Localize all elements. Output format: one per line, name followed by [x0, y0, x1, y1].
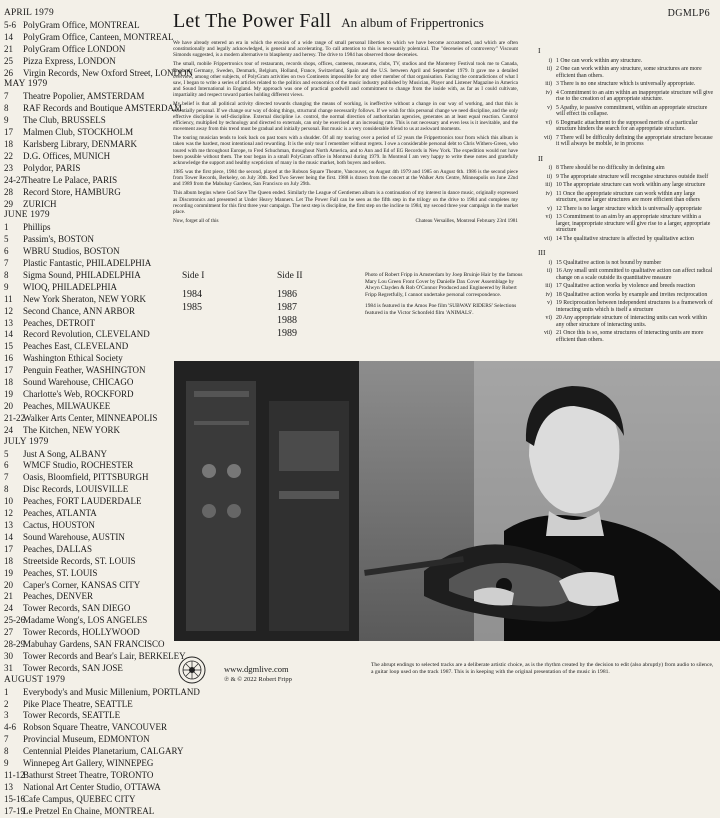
tour-venue: Peaches, MILWAUKEE	[23, 400, 111, 411]
tour-venue: D.G. Offices, MUNICH	[23, 150, 111, 161]
tour-date: 24	[4, 603, 13, 614]
tour-venue: WBRU Studios, BOSTON	[23, 246, 120, 257]
tour-date: 5	[4, 234, 9, 245]
tour-date: 21-22	[4, 412, 25, 423]
aphorism-item	[538, 105, 716, 118]
footer	[174, 644, 720, 705]
credits	[365, 272, 525, 322]
tour-date-row	[4, 127, 169, 139]
tour-venue: Malmen Club, STOCKHOLM	[23, 127, 134, 138]
tour-venue: Cactus, HOUSTON	[23, 519, 95, 530]
tour-venue: New York Sheraton, NEW YORK	[23, 293, 146, 304]
liner-paragraph: 1985 was the first piece, 1984 the second, played at the Robson Square Theatre, Vancouver, on August 4th 1979 and 1985 on August 6th. 1986 is the second piece from Tower Records, Berkeley, on July 30th. Red Two Seveer being the first. 1988 is drawn from the concert at the Walker Arts Centre, Minneapolis on June 22nd and 1989 from the Mabuhay Gardens, San Francisco on July 29th.	[173, 168, 518, 188]
tour-date: 20	[4, 400, 13, 411]
tour-date-row	[4, 306, 169, 318]
aphorism-item	[538, 120, 716, 133]
track: 1987	[277, 302, 297, 313]
tour-venue: Theatre Le Palace, PARIS	[23, 174, 118, 185]
aphorism-numeral: ii)	[546, 66, 552, 72]
tour-venue: Peaches, FORT LAUDERDALE	[23, 496, 142, 507]
aphorism-text: 20 Any appropriate structure of interacting units can work within any other structure of interacting units.	[556, 315, 707, 328]
tour-date-row	[4, 746, 184, 758]
tour-date: 12	[4, 305, 13, 316]
aphorism-text: 16 Any small unit committed to qualitative action can affect radical change on a scale outside its quantitative measure	[556, 268, 713, 281]
tour-date: 17-19	[4, 805, 25, 816]
copyright: ℗ & © 2022 Robert Fripp	[224, 676, 292, 683]
aphorism-text: 19 Reciprocation between independent structures is a framework of interacting units which is itself a structure	[556, 300, 713, 313]
tour-venue: Robson Square Theatre, VANCOUVER	[23, 722, 167, 733]
website-link[interactable]: www.dgmlive.com	[224, 664, 289, 674]
aphorism-item	[538, 165, 716, 172]
tour-date-row	[4, 686, 200, 699]
aphorism-item	[538, 214, 716, 234]
tour-date: 23	[4, 162, 13, 173]
tour-date-row	[4, 722, 169, 734]
track: 1984	[182, 289, 202, 300]
tour-date: 9	[4, 115, 9, 126]
tour-date: 25-26	[4, 615, 25, 626]
aphorism-text: 17 Qualitative action works by violence and breeds reaction	[556, 283, 696, 289]
aphorism-numeral: iv)	[545, 190, 552, 197]
tour-date: 14	[4, 329, 13, 340]
tour-date: 15	[4, 341, 13, 352]
tour-date: 19	[4, 567, 13, 578]
tour-date-row	[4, 31, 174, 44]
tour-date-row	[4, 484, 169, 496]
tour-date-row	[4, 544, 169, 556]
tour-venue: Charlotte's Web, ROCKFORD	[23, 389, 134, 399]
tour-month-heading: JULY 1979	[4, 436, 49, 447]
tour-date: 13	[4, 781, 13, 792]
aphorism-numeral: v)	[547, 104, 552, 111]
tour-date-row	[4, 568, 169, 580]
tour-venue: PolyGram Office, MONTREAL	[23, 19, 140, 30]
aphorism-text: 7 There will be difficulty defining the appropriate structure because it will always be mobile, ie in process	[556, 134, 713, 147]
aphorism-item	[538, 174, 716, 181]
aphorism-section-heading: II	[538, 153, 543, 163]
album-subtitle: An album of Frippertronics	[341, 15, 484, 30]
tour-date: 2	[4, 698, 9, 709]
header	[173, 10, 484, 33]
aphorism-item	[538, 191, 716, 204]
tour-date: 18	[4, 555, 13, 566]
tour-date-row	[4, 341, 169, 353]
tour-venue: Peaches, DETROIT	[23, 317, 95, 328]
tour-date: 7	[4, 258, 9, 269]
tour-date-row	[4, 187, 169, 199]
aphorism-numeral: i)	[548, 259, 552, 266]
aphorism-numeral: iii)	[545, 81, 552, 87]
liner-paragraph: This album begins where God Save The Queen ended. Similarly the League of Gentlemen album is a continuation of my interest in dance music, originally expressed as Discotronics and presented at Under Heavy Manners. Let The Power Fall can be seen as the fifth step in the trilogy on the drive to 1984 and completes my recording commitment for this first three year campaign. The next step is discipline, the first step on the incline to 1984, my second three year campaign in the market place.	[173, 190, 518, 215]
tour-venue: WIOQ, PHILADELPHIA	[23, 281, 117, 292]
tour-venue: Oasis, Bloomfield, PITTSBURGH	[23, 472, 149, 483]
tour-date: 5-6	[4, 19, 16, 30]
tour-date-row	[4, 175, 169, 187]
tour-date-row	[4, 650, 186, 663]
tour-venue: Centennial Pleides Planetarium, CALGARY	[23, 746, 184, 757]
aphorism-numeral: v)	[547, 300, 552, 306]
aphorism-text: 6 Dogmatic attachment to the supposed merits of a particular structure hinders the search for an appropriate structure.	[556, 119, 698, 132]
tour-date-row	[4, 318, 169, 330]
tour-venue: Polydor, PARIS	[23, 162, 81, 173]
side-label: Side I	[182, 271, 205, 281]
tour-date: 1	[4, 686, 9, 697]
tour-venue: Streetside Records, ST. LOUIS	[23, 555, 136, 566]
aphorism-item	[538, 330, 716, 343]
tour-venue: Peaches, ST. LOUIS	[23, 567, 98, 578]
tour-venue: Pizza Express, LONDON	[23, 55, 116, 66]
tour-date: 14	[4, 531, 13, 542]
tour-date-row	[4, 151, 169, 163]
aphorism-item	[538, 268, 716, 281]
tour-date-row	[4, 734, 169, 746]
aphorism-item	[538, 283, 716, 290]
tour-date-row	[4, 758, 169, 770]
tour-venue: Tower Records and Bear's Lair, BERKELEY	[23, 650, 186, 661]
aphorism-text: 4 Commitment to an aim within an inappropriate structure will give rise to the creation of an appropriate structure.	[556, 89, 714, 102]
tour-month-heading: AUGUST 1979	[4, 674, 66, 685]
aphorism-item	[538, 236, 716, 243]
aphorism-text: 9 The appropriate structure will recognise structures outside itself	[556, 173, 709, 180]
aphorism-text: 11 Once the appropriate structure can work within any large structure, some larger structures are more efficient than others	[556, 190, 700, 203]
tour-date: 8	[4, 746, 9, 757]
liner-paragraph: We have already entered an era in which the erosion of a wide range of small personal liberties to which we have become accustomed, and which are often constitutionally and legally acknowledged, is general and accelerating. To call attention to this is necessarily polemical. The "deceneies of controversy" Viscount Simonds suggested, is a modern alternative to blasphemy and heresy. The drive to 1984 has observed those deceneies.	[173, 40, 518, 59]
tour-venue: Bathurst Street Theatre, TORONTO	[23, 770, 154, 780]
tour-date-row	[4, 663, 169, 675]
aphorism-item	[538, 206, 716, 213]
photo-illustration	[174, 361, 720, 641]
tour-date: 15-16	[4, 793, 25, 804]
tour-date: 17	[4, 365, 13, 376]
tour-date: 21	[4, 591, 13, 602]
track: 1988	[277, 315, 297, 326]
tour-venue: Theatre Popolier, AMSTERDAM	[23, 91, 145, 102]
aphorism-text: 12 There is no larger structure which is universally appropriate	[556, 205, 702, 212]
tour-venue: Peaches, ATLANTA	[23, 508, 97, 519]
aphorism-item	[538, 81, 716, 88]
tour-venue: Walker Arts Center, MINNEAPOLIS	[23, 412, 158, 423]
tour-date: 28	[4, 186, 13, 197]
tour-venue: National Art Center Studio, OTTAWA	[23, 781, 161, 792]
tour-venue: The Club, BRUSSELS	[23, 115, 106, 126]
tour-date: 7	[4, 91, 9, 102]
tour-venue: Passim's, BOSTON	[23, 234, 94, 245]
aphorism-numeral: vii)	[543, 134, 552, 141]
tour-date: 26	[4, 67, 13, 78]
aphorism-item	[538, 58, 716, 65]
tour-venue: Provincial Museum, EDMONTON	[23, 734, 150, 745]
tour-date: 8	[4, 103, 9, 114]
tour-venue: Caper's Corner, KANSAS CITY	[23, 579, 141, 590]
tour-date: 9	[4, 758, 9, 769]
tour-venue: Everybody's and Music Millenium, PORTLAND	[23, 686, 200, 697]
aphorism-numeral: i)	[548, 57, 552, 64]
tour-venue: Disc Records, LOUISVILLE	[23, 484, 129, 495]
aphorism-text: 8 There should be no difficulty in defining aim	[556, 165, 665, 171]
aphorism-text: 10 The appropriate structure can work within any large structure	[556, 182, 706, 188]
liner-paragraph: The small, mobile Frippertronics tour of restaurants, records shops, offices, canteens, museums, clubs, TV, studios and the Monterey Festival took me to Canada, England, Germany, Sweden, Denmark, Belgium, Holland, France, Switzerland, Spain and the U.S. between April and September 1979. It gave me a detailed overview, among other subjects, of PolyGram activities on two Continents impossible for any other member of that organisation. Facing the contradictions of what I saw, I began to write a series of articles related to the politics and economics of the music industry published by Musician, Player and Listener Magazine in America and Sound International in England. My approach was one of practical goodwill and commitment to change from the inside with, as far as I could cultivate, impartiality and respect toward parties holding different views.	[173, 61, 518, 99]
aphorism-numeral: vi)	[545, 214, 552, 220]
aphorism-text: 13 Commitment to an aim by an appropriate structure within a larger, inappropriate structure will give rise to a larger, appropriate structure	[556, 214, 711, 233]
tour-date: 17	[4, 127, 13, 138]
tour-date-row	[4, 222, 169, 234]
tour-date-row	[4, 234, 169, 246]
tour-date: 25	[4, 55, 13, 66]
tour-date: 7	[4, 472, 9, 483]
aphorism-numeral: vi)	[545, 315, 552, 321]
editing-note: The abrupt endings to selected tracks are a deliberate artistic choice, as is the rhythm created by the decision to edit (also abruptly) from audio to silence, a guitar loop used on the track 1987. This is in keeping with the original presentation of the music in 1981.	[371, 662, 714, 675]
credits-paragraph: 1984 is featured in the Amos Poe film 'SUBWAY RIDERS' Selections featured in the Victor Schonfeld film 'ANIMALS'.	[365, 303, 517, 316]
tour-date: 13	[4, 317, 13, 328]
tour-date-row	[4, 794, 169, 806]
tour-date-row	[4, 627, 169, 639]
liner-notes	[173, 40, 518, 224]
tour-date-row	[4, 258, 169, 270]
tour-date-row	[4, 472, 169, 484]
tour-venue: Mabuhay Gardens, SAN FRANCISCO	[23, 639, 165, 650]
tour-date-row	[4, 20, 169, 32]
tour-date-row	[4, 496, 169, 508]
tour-date-row	[4, 44, 169, 56]
tour-date-row	[4, 401, 169, 413]
tour-venue: Cafe Campus, QUEBEC CITY	[23, 793, 136, 804]
aphorism-numeral: vi)	[545, 119, 552, 126]
tour-date: 8	[4, 269, 9, 280]
tour-date-row	[4, 377, 169, 389]
tour-date-row	[4, 163, 169, 175]
tour-date: 21	[4, 43, 13, 54]
tour-date: 27	[4, 627, 13, 638]
aphorism-text: 15 Qualitative action is not bound by number	[556, 259, 662, 266]
tour-date: 9	[4, 281, 9, 292]
tour-date-row	[4, 413, 169, 425]
tour-venue: Pike Place Theatre, SEATTLE	[23, 698, 133, 709]
tour-date: 14	[4, 31, 13, 42]
signoff: Now, forget all of this	[173, 218, 219, 225]
credits-paragraph: Photo of Robert Fripp in Amsterdam by Joep Bruinje Hair by the famous Mary Lou Green Front Cover by Danielle Dax Cover Assemblage by Alwyn Clayden & Rob O'Connor Produced and Engineered by Robert Fripp Regretfully, I cannot undertake personal correspondence.	[365, 272, 523, 298]
aphorism-item	[538, 182, 716, 189]
aphorism-text: 2 One can work within any structure, some structures are more efficient than others.	[556, 66, 702, 79]
tour-venue: Le Pretzel En Chaine, MONTREAL	[23, 805, 155, 816]
tour-venue: Second Chance, ANN ARBOR	[23, 305, 135, 316]
tour-date: 28-29	[4, 639, 25, 650]
signoff-line	[173, 218, 518, 224]
tour-date: 4-6	[4, 722, 16, 733]
tour-venue: Just A Song, ALBANY	[23, 448, 108, 459]
aphorism-numeral: iii)	[545, 283, 552, 289]
tour-venue: Peaches, DENVER	[23, 591, 93, 602]
tour-date: 6	[4, 246, 9, 257]
tour-venue: Tower Records, SAN DIEGO	[23, 603, 131, 614]
aphorism-numeral: ii)	[546, 173, 552, 180]
dgm-emblem-icon	[178, 656, 206, 684]
tour-venue: Sound Warehouse, AUSTIN	[23, 531, 125, 542]
tour-venue: Sigma Sound, PHILADELPHIA	[23, 269, 141, 280]
aphorism-item	[538, 66, 716, 79]
guitarist-photo	[174, 361, 720, 641]
tour-date: 19	[4, 389, 13, 399]
aphorism-numeral: vii)	[543, 330, 552, 336]
tour-date: 18	[4, 138, 13, 149]
tour-date-row	[4, 139, 169, 151]
aphorism-text: 1 One can work within any structure.	[556, 57, 643, 64]
tour-month-heading: APRIL 1979	[4, 8, 54, 18]
tour-venue: Record Store, HAMBURG	[23, 186, 121, 197]
track: 1986	[277, 289, 297, 300]
tour-date: 24-27	[4, 174, 25, 185]
tour-date: 12	[4, 508, 13, 519]
aphorism-item	[538, 90, 716, 103]
tour-date-row	[4, 246, 169, 258]
tour-venue: Virgin Records, New Oxford Street, LONDON	[23, 67, 194, 78]
tour-date-row	[4, 294, 169, 306]
tour-date-row	[4, 365, 169, 377]
tour-date: 16	[4, 353, 13, 364]
side-one	[182, 270, 262, 314]
tour-date: 10	[4, 496, 13, 507]
tour-date: 3	[4, 710, 9, 721]
aphorism-section-heading: I	[538, 46, 541, 55]
aphorism-numeral: i)	[548, 165, 552, 171]
tour-date: 20	[4, 579, 13, 590]
tour-date-row	[4, 329, 169, 341]
tour-date: 11-12	[4, 770, 25, 780]
tour-date-row	[4, 56, 169, 68]
tour-date-row	[4, 532, 169, 544]
tour-date: 13	[4, 519, 13, 530]
tour-date-row	[4, 103, 183, 115]
tour-date: 17	[4, 543, 13, 554]
tour-date-row	[4, 425, 169, 437]
tour-date-row	[4, 699, 169, 711]
tour-date: 11	[4, 293, 13, 304]
tour-venue: The Kitchen, NEW YORK	[23, 424, 120, 435]
tour-venue: Plastic Fantastic, PHILADELPHIA	[23, 258, 152, 269]
tour-date-row	[4, 806, 169, 818]
aphorism-text: 14 The qualitative structure is affected by qualitative action	[556, 235, 694, 242]
tour-date-row	[4, 449, 169, 461]
aphorism-numeral: iii)	[545, 182, 552, 188]
tour-date: 31	[4, 662, 13, 673]
tour-date-row	[4, 591, 169, 603]
aphorism-numeral: vii)	[543, 235, 552, 242]
tour-venue: Tower Records, SEATTLE	[23, 710, 121, 721]
aphorism-item	[538, 300, 716, 313]
tour-venue: Penguin Feather, WASHINGTON	[23, 365, 146, 376]
tour-venue: Winnepeg Art Gallery, WINNEPEG	[23, 758, 154, 769]
tour-date: 1	[4, 222, 9, 233]
tour-venue: Tower Records, SAN JOSE	[23, 662, 123, 673]
tour-date-row	[4, 115, 169, 127]
aphorism-item	[538, 260, 716, 267]
album-title: Let The Power Fall	[173, 10, 332, 32]
tour-date: 24	[4, 424, 13, 435]
tour-date-row	[4, 770, 169, 782]
tour-venue: PolyGram Office LONDON	[23, 43, 126, 54]
tour-date-row	[4, 353, 169, 365]
tour-date-row	[4, 639, 169, 651]
tour-venue: ZURICH	[23, 198, 57, 209]
tour-venue: Peaches East, CLEVELAND	[23, 341, 129, 352]
tour-month-heading: JUNE 1979	[4, 210, 50, 221]
tour-venue: Washington Ethical Society	[23, 353, 123, 364]
tour-date-row	[4, 710, 169, 722]
tour-date-row	[4, 615, 169, 627]
side-label: Side II	[277, 271, 303, 281]
aphorism-section-heading: III	[538, 248, 546, 257]
tour-date: 30	[4, 650, 13, 661]
tour-venue: Record Revolution, CLEVELAND	[23, 329, 150, 340]
aphorism-item	[538, 135, 716, 148]
tour-date-row	[4, 199, 169, 211]
tour-date: 5	[4, 448, 9, 459]
signature: Chateau Versailles, Montreal February 23rd 1981	[415, 218, 518, 225]
aphorism-text: 3 There is no one structure which is universally appropriate.	[556, 81, 696, 87]
liner-paragraph: My belief is that all political activity directed towards changing the means of working, is ineffective without a change in our way of working, and that this is essentially personal. If we change our way of doing things, structural change necessarily follows. If we wish for this personal change we need discipline, and the only effective discipline is self-discipline. External discipline i.e. control, the normal direction of authoritarian agencies, generates an at least equal reaction. Control efficiency, multiplied by technology and directed to externals, can only be exercised at an increasing rate. This is not necessary and even less is it inevitable, and the movement away from this trend must be gradual and initially personal. But music is a very considerable friend to us at awkward moments.	[173, 101, 518, 133]
tour-date-row	[4, 782, 169, 794]
tour-date-row	[4, 270, 169, 282]
tour-venue: RAF Records and Boutique AMSTERDAM	[23, 103, 183, 114]
tour-venue: Karlsberg Library, DENMARK	[23, 138, 137, 149]
tour-date: 29	[4, 198, 13, 209]
aphorisms-column	[538, 40, 716, 345]
aphorism-numeral: iv)	[545, 291, 552, 298]
tour-date-row	[4, 389, 169, 401]
aphorism-item	[538, 292, 716, 299]
tour-date: 7	[4, 734, 9, 745]
tour-date: 18	[4, 377, 13, 388]
tour-date: 22	[4, 150, 13, 161]
tour-venue: Madame Wong's, LOS ANGELES	[23, 615, 148, 626]
aphorism-numeral: ii)	[546, 268, 552, 274]
tour-date-row	[4, 508, 169, 520]
tour-venue: Phillips	[23, 222, 51, 233]
tour-date-row	[4, 556, 169, 568]
tour-date-row	[4, 67, 194, 80]
aphorism-numeral: v)	[547, 205, 552, 212]
tour-venue: Sound Warehouse, CHICAGO	[23, 377, 134, 388]
aphorism-item	[538, 315, 716, 328]
track: 1989	[277, 328, 297, 339]
tour-date-row	[4, 282, 169, 294]
tour-month-heading: MAY 1979	[4, 79, 48, 90]
tour-venue: WMCF Studio, ROCHESTER	[23, 460, 134, 471]
side-two	[277, 270, 357, 340]
aphorism-text: 5 Apathy, ie passive commitment, within an appropriate structure will effect its collapse.	[556, 104, 708, 117]
aphorism-numeral: iv)	[545, 89, 552, 96]
tour-date-row	[4, 460, 169, 472]
tour-date-row	[4, 580, 169, 592]
track: 1985	[182, 302, 202, 313]
tour-date-row	[4, 520, 169, 532]
tour-date: 6	[4, 460, 9, 471]
aphorism-text: 18 Qualitative action works by example and invites reciprocation	[556, 291, 708, 298]
tour-date: 8	[4, 484, 9, 495]
catalog-number: DGMLP6	[667, 8, 710, 19]
tour-date-row	[4, 603, 169, 615]
liner-paragraph: The touring musician tends to look back on past tours with a shudder. Of all my touring over a period of 12 years the Frippertronics tour from which this album is taken was the hardest, most intentional and rewarding. It is the only tour I remember without regrets. I owe a considerable personal debt to Chris Withers-Green, who toured with me throughout Europe, to Fred Schuchman, throughout North America, and to Ann and Ed of EG Records in New York. The expedition would not have been possible without them. The tour began in a small PolyGram office in Montreal during 1979. In Montreal I am very happy to write these notes and gratefully acknowledge the support and healthy scepticism of many in the music market, both buyers and sellers.	[173, 135, 518, 166]
aphorism-text: 21 Once this is so, some structures of interacting units are more efficient than others.	[556, 330, 704, 343]
tour-venue: Peaches, DALLAS	[23, 543, 92, 554]
tour-date-row	[4, 91, 169, 103]
tour-venue: PolyGram Office, Canteen, MONTREAL	[23, 31, 174, 42]
tour-venue: Tower Records, HOLLYWOOD	[23, 627, 140, 638]
